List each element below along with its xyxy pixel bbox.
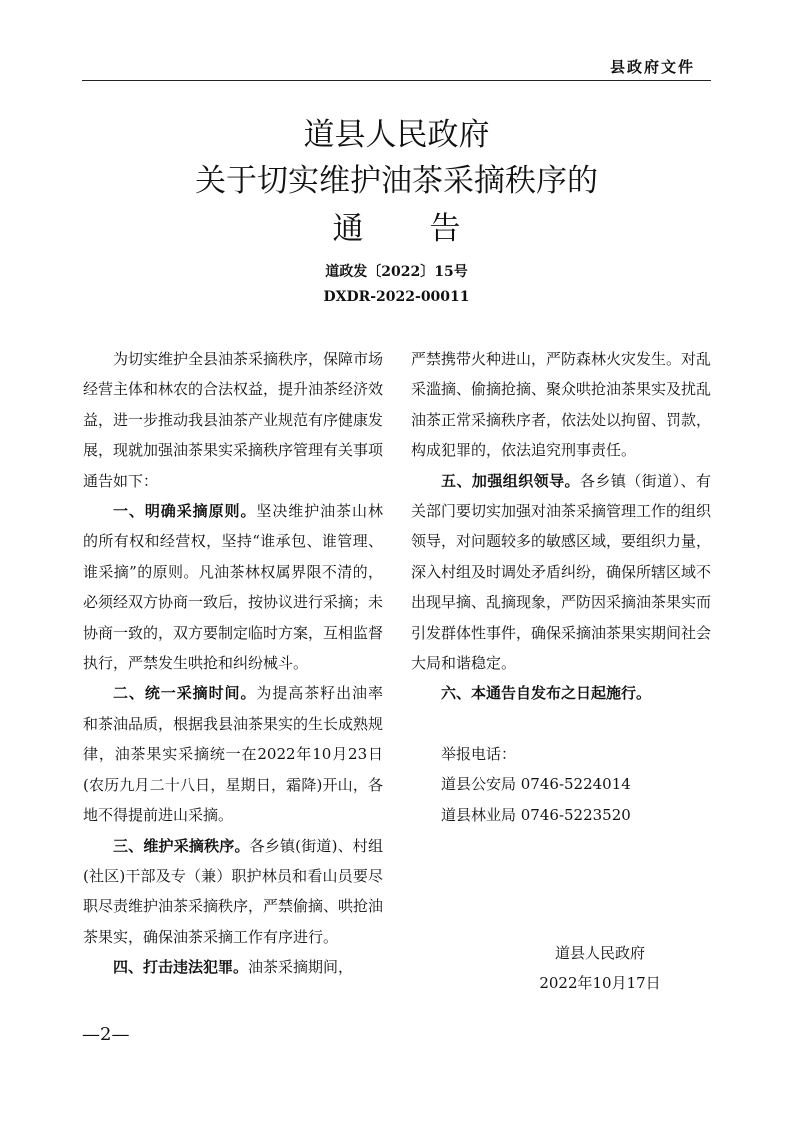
section-2-heading: 二、统一采摘时间。: [113, 684, 257, 703]
section-5-body: 各乡镇（街道）、有关部门要切实加强对油茶采摘管理工作的组织领导，对问题较多的敏感区域，要组织力量，深入村组及时调处矛盾纠纷，确保所辖区域不出现早摘、乱摘现象，严防因采摘油茶果实而引发群体性事件，确保采摘油茶果实期间社会大局和谐稳定。: [411, 471, 712, 673]
section-2: [83, 678, 383, 830]
section-1-body: 坚决维护油茶山林的所有权和经营权，坚持“谁承包、谁管理、谁采摘”的原则。凡油茶林权属界限不清的，必须经双方协商一致后，按协议进行采摘；未协商一致的，双方要制定临时方案，互相监督执行，严禁发生哄抢和纠纷械斗。: [83, 502, 384, 673]
report-line-forestry: 道县林业局 0746-5223520: [441, 805, 631, 824]
signature-date: 2022年10月17日: [539, 974, 661, 992]
section-3: [83, 831, 383, 953]
title-line-2: 关于切实维护油茶采摘秩序的: [195, 163, 598, 199]
section-5-heading: 五、加强组织领导。: [441, 471, 580, 490]
report-line-police: 道县公安局 0746-5224014: [441, 775, 631, 794]
section-6-heading: 六、本通告自发布之日起施行。: [441, 684, 652, 703]
report-label: 举报电话：: [441, 744, 517, 763]
intro-paragraph: 为切实维护全县油茶采摘秩序，保障市场经营主体和林农的合法权益，提升油茶经济效益，进一步推动我县油茶产业规范有序健康发展，现就加强油茶果实采摘秩序管理有关事项通告如下：: [83, 350, 384, 490]
title-line-1: 道县人民政府: [303, 117, 490, 153]
section-4-heading: 四、打击违法犯罪。: [113, 958, 249, 977]
section-4: [83, 952, 383, 982]
document-code: DXDR-2022-00011: [323, 289, 470, 305]
section-2-body: 为提高茶籽出油率和茶油品质，根据我县油茶果实的生长成熟规律，油茶果实采摘统一在2022年10月23日(农历九月二十八日，星期日，霜降)开山，各地不得提前进山采摘。: [83, 684, 384, 825]
title-line-3: 通告: [332, 211, 527, 247]
signature-org: 道县人民政府: [554, 944, 645, 962]
body-column-right: [411, 344, 711, 830]
section-3-heading: 三、维护采摘秩序。: [113, 836, 250, 855]
section-6: [411, 678, 711, 708]
header-label: 县政府文件: [609, 58, 695, 76]
header-rule: [82, 80, 711, 81]
page-number: —2—: [82, 1024, 130, 1045]
section-1: [83, 496, 383, 678]
section-5: [411, 466, 711, 679]
document-number: 道政发〔2022〕15号: [325, 264, 468, 280]
section-4-body-part1: 油茶采摘期间，: [248, 958, 354, 977]
section-3-body: 各乡镇(街道)、村组(社区)干部及专（兼）职护林员和看山员要尽职尽责维护油茶采摘秩序，严禁偷摘、哄抢油茶果实，确保油茶采摘工作有序进行。: [83, 836, 384, 946]
section-4-continued: 严禁携带火种进山，严防森林火灾发生。对乱采滥摘、偷摘抢摘、聚众哄抢油茶果实及扰乱油茶正常采摘秩序者，依法处以拘留、罚款，构成犯罪的，依法追究刑事责任。: [411, 350, 712, 460]
body-column-left: [83, 344, 383, 983]
section-1-heading: 一、明确采摘原则。: [113, 502, 257, 521]
